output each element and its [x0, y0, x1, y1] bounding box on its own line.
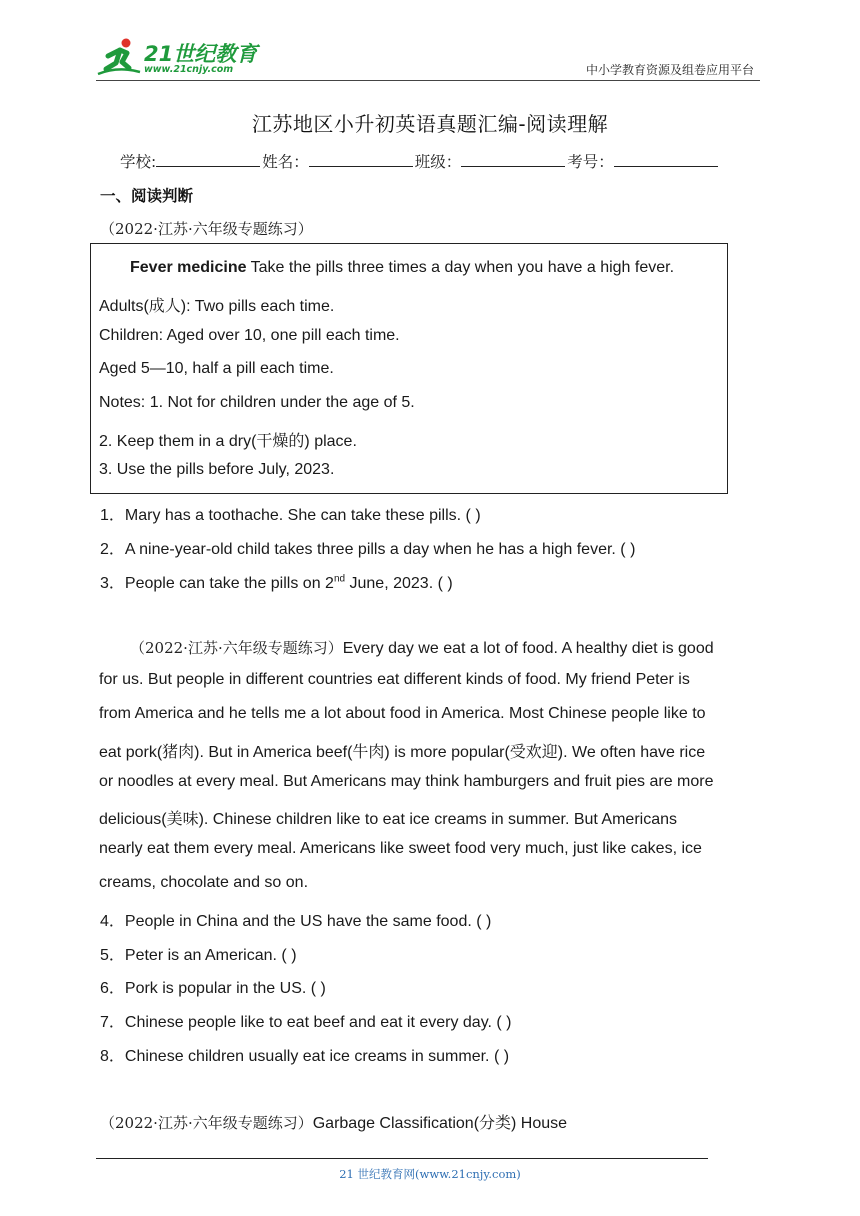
exam-number-blank[interactable] — [614, 150, 718, 167]
notice-line-2: Adults(成人): Two pills each time. — [99, 298, 335, 315]
student-info-fields — [120, 150, 720, 172]
name-blank[interactable] — [309, 150, 413, 167]
passage-line-7: nearly eat them every meal. Americans like sweet food very much, just like cakes, ice — [99, 840, 702, 857]
notice-line-1 — [130, 259, 674, 277]
notice-line-3: Children: Aged over 10, one pill each time. — [99, 327, 400, 344]
question-2: 2．A nine-year-old child takes three pills a day when he has a high fever. ( ) — [100, 541, 636, 558]
notice-line-5: Notes: 1. Not for children under the age of 5. — [99, 394, 415, 411]
passage-line-2: for us. But people in different countries eat different kinds of food. My friend Peter is — [99, 671, 690, 688]
class-blank[interactable] — [461, 150, 565, 167]
question-8: 8．Chinese children usually eat ice creams in summer. ( ) — [100, 1048, 510, 1065]
passage-line-5: or noodles at every meal. But Americans may think hamburgers and fruit pies are more — [99, 773, 714, 790]
passage-line-1 — [130, 637, 714, 658]
notice-line-text: Take the pills three times a day when you have a high fever. — [250, 259, 675, 276]
school-blank[interactable] — [156, 150, 260, 167]
passage-line-4: eat pork(猪肉). But in America beef(牛肉) is more popular(受欢迎). We often have rice — [99, 744, 706, 761]
question-4: 4．People in China and the US have the same food. ( ) — [100, 913, 492, 930]
header-divider — [96, 80, 760, 81]
question-1: 1．Mary has a toothache. She can take these pills. ( ) — [100, 507, 481, 524]
passage-source: （2022·江苏·六年级专题练习） — [130, 639, 343, 657]
name-label: 姓名： — [262, 153, 309, 171]
site-logo — [96, 36, 266, 78]
question-3 — [100, 570, 453, 593]
passage-line-6: delicious(美味). Chinese children like to eat ice creams in summer. But Americans — [99, 811, 678, 828]
question-5: 5．Peter is an American. ( ) — [100, 947, 297, 964]
document-title: 江苏地区小升初英语真题汇编-阅读理解 — [251, 112, 609, 136]
section-heading: 一、阅读判断 — [100, 187, 194, 205]
notice-line-4: Aged 5—10, half a pill each time. — [99, 360, 334, 377]
source-label: （2022·江苏·六年级专题练习） — [100, 220, 313, 238]
footer-text[interactable]: 21 世纪教育网(www.21cnjy.com) — [339, 1167, 521, 1181]
question-3-rest: June, 2023. ( ) — [345, 575, 453, 592]
logo-text: 21世纪教育 — [144, 42, 258, 66]
class-label: 班级： — [414, 153, 462, 171]
exam-number-label: 考号： — [567, 153, 614, 171]
notice-heading: Fever medicine — [130, 259, 247, 276]
passage-line-3: from America and he tells me a lot about food in America. Most Chinese people like to — [99, 705, 706, 722]
passage-text: Every day we eat a lot of food. A healthy diet is good — [342, 640, 714, 657]
question-3-superscript: nd — [333, 573, 346, 585]
question-6: 6．Pork is popular in the US. ( ) — [100, 980, 326, 997]
school-label: 学校: — [120, 153, 157, 171]
runner-logo-icon — [96, 36, 142, 78]
third-source: （2022·江苏·六年级专题练习） — [100, 1114, 313, 1132]
footer-divider — [96, 1158, 708, 1159]
third-passage-title: Garbage Classification(分类) House — [312, 1115, 568, 1132]
notice-line-7: 3. Use the pills before July, 2023. — [99, 461, 335, 478]
header-tagline: 中小学教育资源及组卷应用平台 — [585, 63, 754, 77]
notice-line-6: 2. Keep them in a dry(干燥的) place. — [99, 433, 357, 450]
question-3-text: 3．People can take the pills on 2 — [100, 575, 334, 592]
question-7: 7．Chinese people like to eat beef and eat it every day. ( ) — [100, 1014, 512, 1031]
logo-url: www.21cnjy.com — [144, 64, 234, 75]
third-passage-line — [100, 1110, 567, 1133]
passage-line-8: creams, chocolate and so on. — [99, 874, 309, 891]
